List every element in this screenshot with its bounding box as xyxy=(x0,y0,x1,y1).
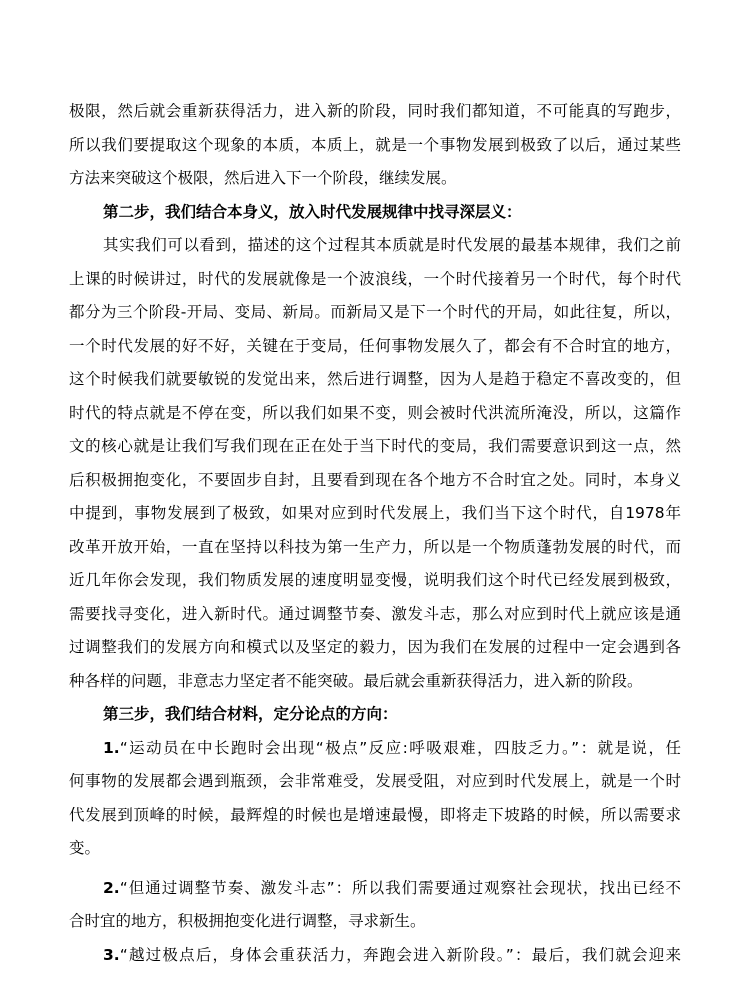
paragraph-line: 合时宜的地方，积极拥抱变化进行调整，寻求新生。 xyxy=(69,912,426,930)
paragraph-line: 极限，然后就会重新获得活力，进入新的阶段，同时我们都知道，不可能真的写跑步， xyxy=(69,102,681,120)
paragraph-line: 近几年你会发现，我们物质发展的速度明显变慢，说明我们这个时代已经发展到极致， xyxy=(69,571,681,589)
paragraph-line: 种各样的问题，非意志力坚定者不能突破。最后就会重新获得活力，进入新的阶段。 xyxy=(69,672,643,690)
paragraph-line: 其实我们可以看到，描述的这个过程其本质就是时代发展的最基本规律，我们之前 xyxy=(103,236,681,254)
paragraph-line: 文的核心就是让我们写我们现在正在处于当下时代的变局，我们需要意识到这一点，然 xyxy=(69,437,681,455)
paragraph-line: 何事物的发展都会遇到瓶颈，会非常难受，发展受阻，对应到时代发展上，就是一个时 xyxy=(69,772,681,790)
list-item xyxy=(103,945,681,965)
item-number: 1. xyxy=(103,739,120,757)
paragraph-line: 过调整我们的发展方向和模式以及坚定的毅力，因为我们在发展的过程中一定会遇到各 xyxy=(69,638,681,656)
paragraph-line: 需要找寻变化，进入新时代。通过调整节奏、激发斗志，那么对应到时代上就应该是通 xyxy=(69,605,681,623)
list-item xyxy=(103,878,681,898)
paragraph-line: 改革开放开始，一直在坚持以科技为第一生产力，所以是一个物质蓬勃发展的时代，而 xyxy=(69,538,681,556)
section-heading-step3: 第三步，我们结合材料，定分论点的方向： xyxy=(103,705,398,723)
paragraph-line: 一个时代发展的好不好，关键在于变局，任何事物发展久了，都会有不合时宜的地方， xyxy=(69,337,681,355)
paragraph-line: 都分为三个阶段-开局、变局、新局。而新局又是下一个时代的开局，如此往复，所以， xyxy=(69,303,681,321)
section-heading-step2: 第二步，我们结合本身义，放入时代发展规律中找寻深层义： xyxy=(103,203,522,221)
list-item xyxy=(103,738,681,758)
paragraph-line: 代发展到顶峰的时候，最辉煌的时候也是增速最慢，即将走下坡路的时候，所以需要求 xyxy=(69,806,681,824)
paragraph-line: 所以我们要提取这个现象的本质，本质上，就是一个事物发展到极致了以后，通过某些 xyxy=(69,136,681,154)
paragraph-line: 方法来突破这个极限，然后进入下一个阶段，继续发展。 xyxy=(69,169,457,187)
paragraph-line: 时代的特点就是不停在变，所以我们如果不变，则会被时代洪流所淹没，所以，这篇作 xyxy=(69,404,681,422)
item-text: “但通过调整节奏、激发斗志”：所以我们需要通过观察社会现状，找出已经不 xyxy=(119,879,681,897)
paragraph-line: 变。 xyxy=(69,839,101,857)
item-text: “越过极点后，身体会重获活力，奔跑会进入新阶段。”：最后，我们就会迎来 xyxy=(119,946,681,964)
paragraph-line: 上课的时候讲过，时代的发展就像是一个波浪线，一个时代接着另一个时代，每个时代 xyxy=(69,270,681,288)
item-number: 3. xyxy=(103,946,120,964)
item-text: “运动员在中长跑时会出现“极点”反应:呼吸艰难，四肢乏力。”：就是说，任 xyxy=(119,739,681,757)
item-number: 2. xyxy=(103,879,120,897)
paragraph-line: 这个时候我们就要敏锐的发觉出来，然后进行调整，因为人是趋于稳定不喜改变的，但 xyxy=(69,370,681,388)
paragraph-line: 中提到，事物发展到了极致，如果对应到时代发展上，我们当下这个时代，自1978年 xyxy=(69,504,681,522)
paragraph-line: 后积极拥抱变化，不要固步自封，且要看到现在各个地方不合时宜之处。同时，本身义 xyxy=(69,471,681,489)
